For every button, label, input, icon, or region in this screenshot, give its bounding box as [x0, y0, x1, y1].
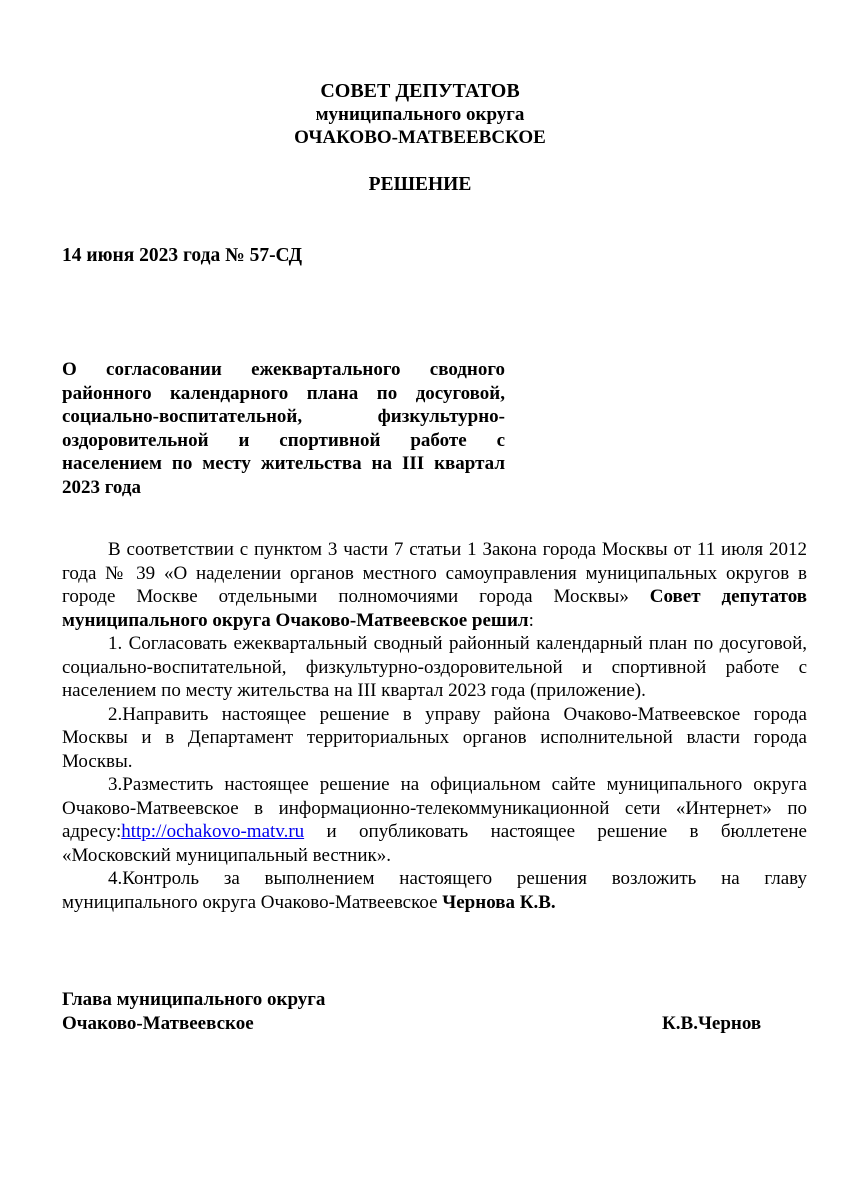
- district-line: муниципального округа: [315, 104, 525, 125]
- item-4-responsible: Чернова К.В.: [442, 891, 556, 913]
- decision-title: РЕШЕНИЕ: [368, 174, 472, 195]
- item-3-text-end: и опубликовать настоящее решение в бюллетене «Московский муниципальный вестник».: [62, 821, 807, 866]
- document-header: [60, 80, 780, 149]
- district-name: ОЧАКОВО-МАТВЕЕВСКОЕ: [294, 127, 546, 148]
- preamble-resolution: Совет депутатов муниципального округа Очаково-Матвеевское решил: [62, 586, 807, 631]
- decision-body: [62, 538, 807, 914]
- item-4-text: 4.Контроль за выполнением настоящего решения возложить на главу муниципального округа Очаково-Матвеевское: [62, 868, 807, 913]
- item-3-paragraph: [62, 773, 807, 867]
- signature-title-line-2: Очаково-Матвеевское: [62, 1013, 254, 1034]
- website-link[interactable]: http://ochakovo-matv.ru: [121, 821, 305, 842]
- signature-name: К.В.Чернов: [662, 1013, 762, 1034]
- preamble-text: В соответствии с пунктом 3 части 7 статьи 1 Закона города Москвы от 11 июля 2012 года № 39 «О наделении органов местного самоуправления муниципальных округов в городе Москве отдельными полномочиями города Москвы»: [62, 539, 807, 607]
- item-3-text: 3.Разместить настоящее решение на официальном сайте муниципального округа Очаково-Матвеевское в информационно-телекоммуникационной сети «Интернет» по адресу:: [62, 774, 807, 842]
- preamble-colon: :: [528, 609, 534, 631]
- decision-subject: О согласовании ежеквартального сводного районного календарного плана по досуговой, социально-воспитательной, физкультурно-оздоровительной и спортивной работе с населением по месту жительства на III квартал 2023 года: [62, 359, 505, 498]
- signature-title: [62, 988, 325, 1036]
- item-4-paragraph: [62, 867, 807, 914]
- council-title: СОВЕТ ДЕПУТАТОВ: [320, 80, 520, 102]
- signature-title-line-1: Глава муниципального округа: [62, 989, 326, 1010]
- decision-date-number: 14 июня 2023 года № 57-СД: [62, 245, 303, 266]
- item-2-paragraph: 2.Направить настоящее решение в управу района Очаково-Матвеевское города Москвы и в Департамент территориальных органов исполнительной власти города Москвы.: [62, 703, 807, 772]
- preamble-paragraph: [62, 538, 807, 632]
- item-1-paragraph: 1. Согласовать ежеквартальный сводный районный календарный план по досуговой, социально-воспитательной, физкультурно-оздоровительной и спортивной работе с населением по месту жительства на III квартал 2023 года (приложение).: [62, 633, 807, 701]
